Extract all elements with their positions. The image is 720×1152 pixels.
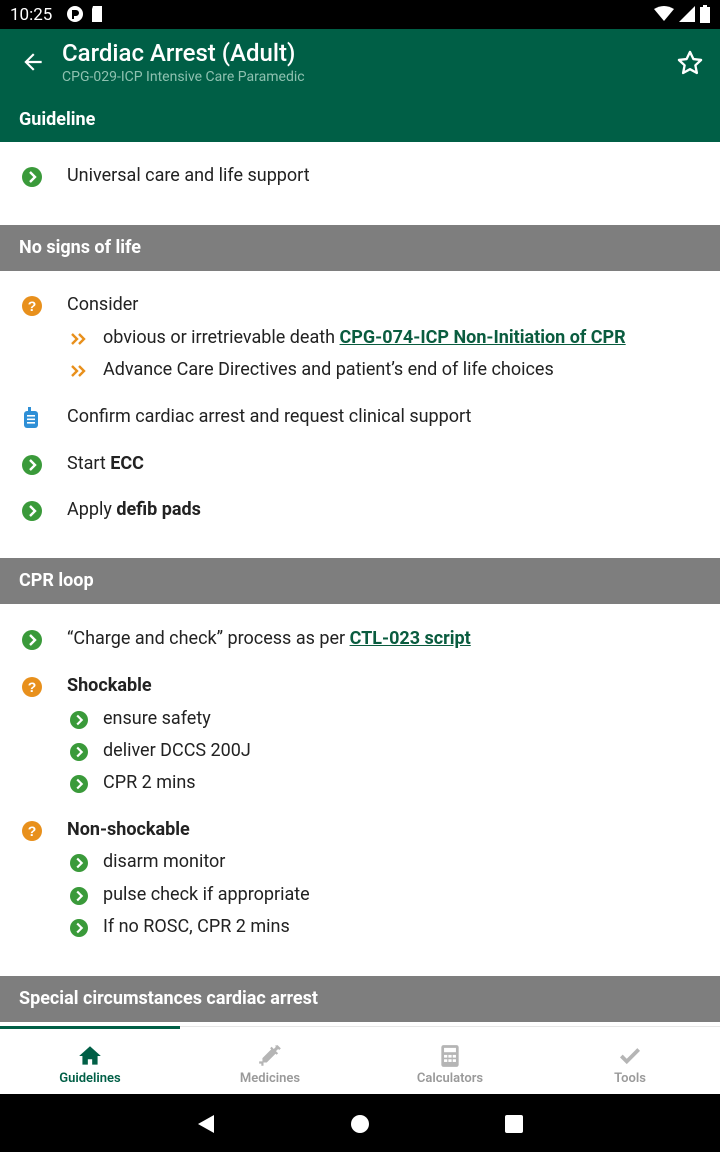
section-header-no-signs: No signs of life [0, 225, 720, 271]
syringe-icon [257, 1043, 283, 1069]
list-item[interactable] [0, 165, 720, 189]
section-header-cpr-loop: CPR loop [0, 558, 720, 604]
back-arrow-icon[interactable] [20, 49, 46, 75]
nav-label: Guidelines [59, 1071, 121, 1086]
chevron-right-circle-icon [22, 167, 42, 187]
list-item-label: Advance Care Directives and patient’s end of life choices [103, 359, 554, 380]
home-icon [77, 1043, 103, 1069]
list-item-bold: ECC [110, 453, 144, 474]
sd-card-icon [90, 5, 104, 23]
question-icon [22, 821, 42, 841]
list-item-label: ensure safety [103, 708, 211, 729]
list-item-label: If no ROSC, CPR 2 mins [103, 916, 290, 937]
svg-text:?: ? [27, 679, 37, 695]
list-item[interactable] [0, 708, 720, 732]
list-item [0, 294, 720, 318]
chevron-right-circle-icon [70, 743, 88, 761]
list-item-label: deliver DCCS 200J [103, 740, 251, 761]
list-item-label: Confirm cardiac arrest and request clinical support [67, 406, 472, 427]
chevron-right-circle-icon [70, 775, 88, 793]
bottom-navigation [0, 1026, 720, 1094]
list-item-label: Universal care and life support [67, 165, 310, 186]
double-chevron-icon [70, 362, 88, 380]
list-item-label: Apply [67, 499, 117, 520]
list-item[interactable] [0, 916, 720, 940]
list-item[interactable] [0, 453, 720, 477]
nav-label: Tools [614, 1071, 646, 1086]
list-item [0, 406, 720, 430]
status-time: 10:25 [10, 5, 53, 25]
question-icon [22, 677, 42, 697]
chevron-right-circle-icon [70, 711, 88, 729]
nav-guidelines[interactable] [0, 1027, 180, 1095]
notification-icon [66, 5, 84, 23]
nav-calculators[interactable] [360, 1027, 540, 1095]
list-item[interactable] [0, 499, 720, 523]
list-item-label: disarm monitor [103, 851, 226, 872]
list-item[interactable] [0, 851, 720, 875]
question-icon [22, 296, 42, 316]
ctl-023-link[interactable]: CTL-023 script [349, 628, 471, 649]
list-item-label: “Charge and check” process as per [67, 628, 350, 649]
svg-text:?: ? [27, 823, 37, 839]
nav-label: Calculators [416, 1071, 484, 1086]
system-home-icon[interactable] [350, 1114, 370, 1134]
page-subtitle: CPG-029-ICP Intensive Care Paramedic [62, 69, 305, 85]
wifi-icon [654, 6, 674, 22]
signal-icon [679, 6, 695, 22]
list-item [0, 359, 720, 383]
section-guideline-label: Guideline [19, 109, 96, 130]
nav-label: Medicines [239, 1071, 301, 1086]
list-item-label: Consider [67, 294, 139, 315]
page-title: Cardiac Arrest (Adult) [62, 39, 296, 67]
calculator-icon [437, 1043, 463, 1069]
cpg-074-link[interactable]: CPG-074-ICP Non-Initiation of CPR [339, 327, 626, 348]
chevron-right-circle-icon [22, 630, 42, 650]
nav-tools[interactable] [540, 1027, 720, 1095]
chevron-right-circle-icon [70, 919, 88, 937]
list-item-label: pulse check if appropriate [103, 884, 310, 905]
chevron-right-circle-icon [22, 455, 42, 475]
chevron-right-circle-icon [22, 501, 42, 521]
favorite-star-icon[interactable] [676, 49, 704, 77]
non-shockable-label: Non-shockable [67, 819, 190, 840]
list-item[interactable] [0, 628, 720, 652]
shockable-label: Shockable [67, 675, 152, 696]
system-back-icon[interactable] [196, 1114, 216, 1134]
list-item-label: CPR 2 mins [103, 772, 196, 793]
nav-medicines[interactable] [180, 1027, 360, 1095]
section-header-special: Special circumstances cardiac arrest [0, 976, 720, 1022]
checkmark-icon [617, 1043, 643, 1069]
list-item-label: obvious or irretrievable death [103, 327, 340, 348]
double-chevron-icon [70, 330, 88, 348]
list-item [0, 327, 720, 351]
system-recents-icon[interactable] [504, 1114, 524, 1134]
chevron-right-circle-icon [70, 887, 88, 905]
chevron-right-circle-icon [70, 854, 88, 872]
battery-icon [700, 5, 710, 23]
status-bar [0, 0, 720, 29]
list-item[interactable] [0, 740, 720, 764]
list-item-label: Start [67, 453, 111, 474]
list-item[interactable] [0, 772, 720, 796]
list-item[interactable] [0, 884, 720, 908]
list-item [0, 675, 720, 699]
system-navigation-bar [0, 1094, 720, 1152]
list-item-bold: defib pads [116, 499, 201, 520]
list-item [0, 819, 720, 843]
radio-icon [22, 407, 40, 429]
app-bar [0, 29, 720, 142]
svg-text:?: ? [27, 298, 37, 314]
